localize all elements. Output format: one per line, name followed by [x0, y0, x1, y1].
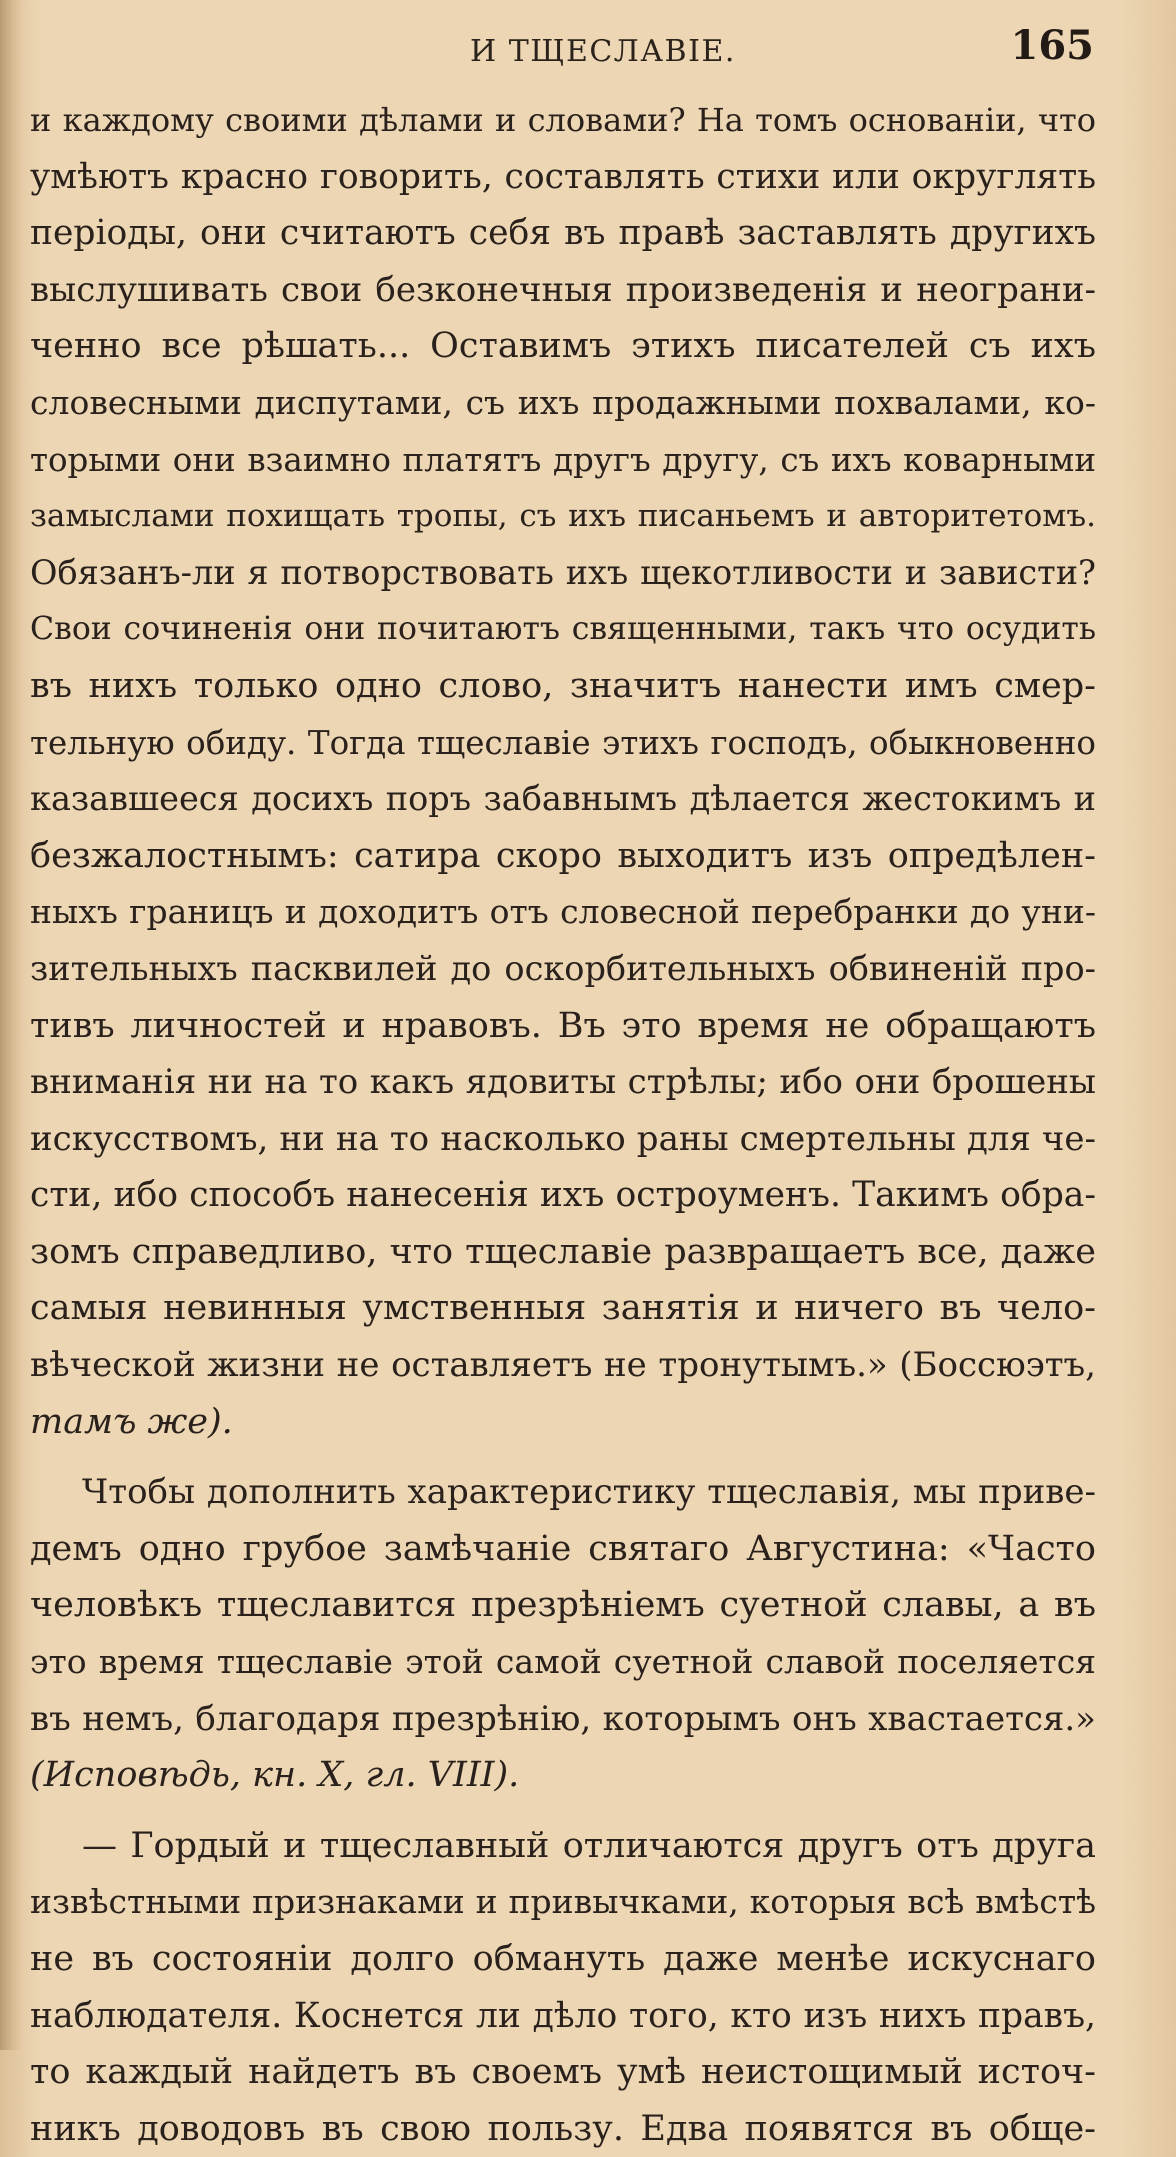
text-line: вниманія ни на то какъ ядовиты стрѣлы; ибо они брошены [30, 1062, 1096, 1103]
text-line: тельную обиду. Тогда тщеславіе этихъ господъ, обыкновенно [30, 723, 1096, 762]
text-line: періоды, они считаютъ себя въ правѣ заставлять другихъ [30, 213, 1096, 254]
text-line: не въ состояніи долго обмануть даже менѣе искуснаго [30, 1939, 1096, 1979]
text-line: самыя невинныя умственныя занятія и ничего въ чело- [30, 1288, 1096, 1329]
text-line: тивъ личностей и нравовъ. Въ это время не обращаютъ [30, 1005, 1096, 1046]
body-text [30, 92, 1096, 2157]
running-title: И ТЩЕСЛАВІЕ. [470, 34, 736, 69]
text-line: словесными диспутами, съ ихъ продажными похвалами, ко- [30, 382, 1096, 422]
text-line: тамъ же). [30, 1401, 233, 1442]
text-line: то каждый найдетъ въ своемъ умѣ неистощимый источ- [30, 2052, 1096, 2093]
text-line: и каждому своими дѣлами и словами? На томъ основаніи, что [30, 101, 1096, 139]
text-line: — Гордый и тщеславный отличаются другъ отъ друга [82, 1825, 1096, 1866]
running-head [0, 18, 1176, 78]
text-line: ныхъ границъ и доходитъ отъ словесной перебранки до уни- [30, 892, 1096, 932]
text-line: выслушивать свои безконечныя произведенія и неограни- [30, 269, 1096, 310]
text-line: замыслами похищать тропы, съ ихъ писаньемъ и авторитетомъ. [30, 498, 1096, 535]
text-line: наблюдателя. Коснется ли дѣло того, кто изъ нихъ правъ, [30, 1995, 1096, 2036]
text-line: въ немъ, благодаря презрѣнію, которымъ онъ хвастается.» [30, 1698, 1096, 1739]
text-line: Свои сочиненія они почитаютъ священными, такъ что осудить [30, 611, 1096, 648]
text-line: человѣкъ тщеславится презрѣніемъ суетной славы, а въ [30, 1585, 1096, 1626]
page-gutter-shadow [0, 0, 22, 2050]
text-line: извѣстными признаками и привычками, которыя всѣ вмѣстѣ [30, 1882, 1096, 1922]
text-line: зомъ справедливо, что тщеславіе развращаетъ все, даже [30, 1231, 1096, 1272]
text-line: сти, ибо способъ нанесенія ихъ остроуменъ. Такимъ обра- [30, 1175, 1096, 1216]
text-line: это время тщеславіе этой самой суетной славой поселяется [30, 1642, 1096, 1682]
text-line: Обязанъ-ли я потворствовать ихъ щекотливости и зависти? [30, 552, 1096, 592]
text-line: искусствомъ, ни на то насколько раны смертельны для че- [30, 1118, 1096, 1159]
text-line: демъ одно грубое замѣчаніе святаго Августина: «Часто [30, 1528, 1096, 1569]
text-line: никъ доводовъ въ свою пользу. Едва появятся въ обще- [30, 2108, 1096, 2149]
page-number: 165 [1010, 22, 1094, 69]
text-line: казавшееся досихъ поръ забавнымъ дѣлается жестокимъ и [30, 779, 1096, 819]
text-line: безжалостнымъ: сатира скоро выходитъ изъ опредѣлен- [30, 835, 1096, 876]
text-line: (Исповѣдь, кн. X, гл. VIII). [30, 1755, 520, 1796]
text-line: торыми они взаимно платятъ другъ другу, съ ихъ коварными [30, 440, 1096, 479]
text-line: ченно все рѣшать... Оставимъ этихъ писателей съ ихъ [30, 326, 1096, 367]
text-line: вѣческой жизни не оставляетъ не тронутымъ.» (Боссюэтъ, [30, 1345, 1096, 1386]
text-line: Чтобы дополнить характеристику тщеславія, мы приве- [82, 1472, 1096, 1513]
text-line: умѣютъ красно говорить, составлять стихи или округлять [30, 156, 1096, 197]
paragraph-3 [30, 1818, 1096, 2157]
paragraph-1 [30, 92, 1096, 1450]
text-line: зительныхъ пасквилей до оскорбительныхъ обвиненій про- [30, 948, 1096, 988]
text-line: въ нихъ только одно слово, значитъ нанести имъ смер- [30, 665, 1096, 706]
paragraph-2 [30, 1464, 1096, 1804]
